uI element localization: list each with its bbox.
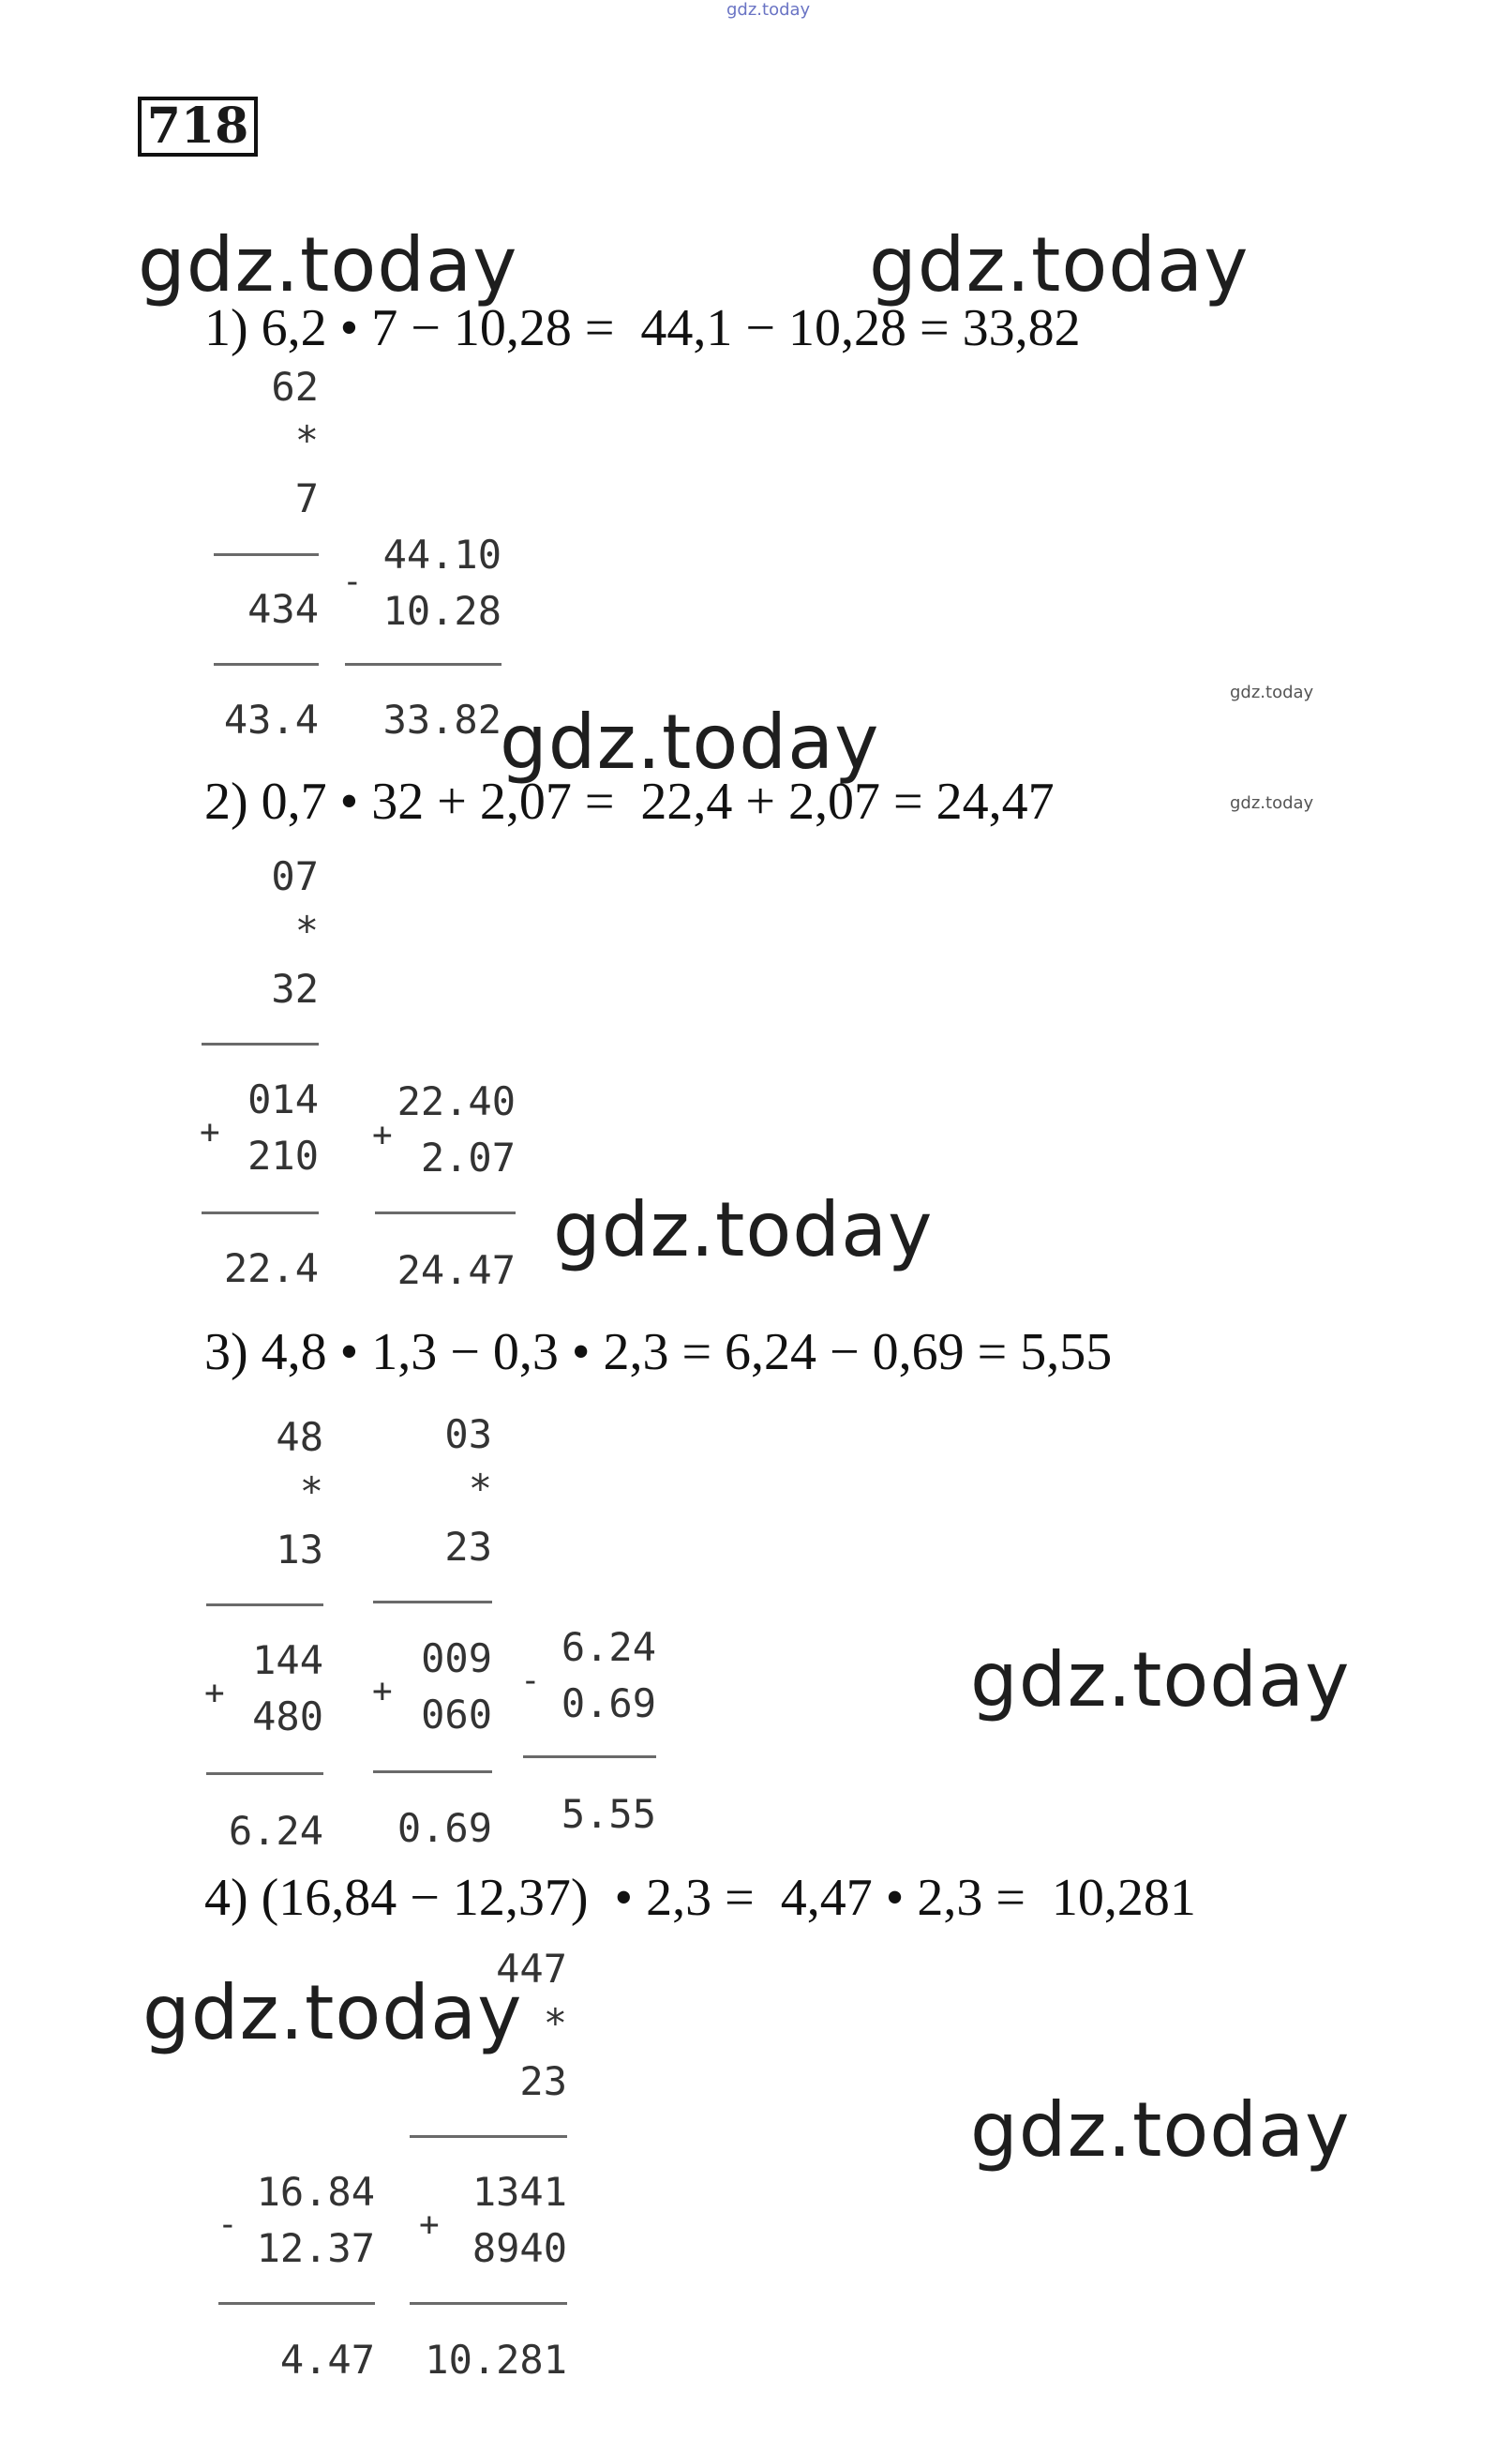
difference: 33.82 bbox=[382, 697, 502, 743]
operand: 62 bbox=[271, 364, 319, 410]
rule-line bbox=[410, 2135, 567, 2138]
equation-1: 1) 6,2 • 7 − 10,28 = 44,1 − 10,28 = 33,82 bbox=[204, 299, 1081, 357]
partial-product: 009 bbox=[421, 1635, 492, 1681]
rule-line bbox=[410, 2302, 567, 2305]
rule-line bbox=[218, 2302, 375, 2305]
partial-product: 014 bbox=[247, 1076, 319, 1122]
watermark: gdz.today bbox=[970, 1636, 1351, 1723]
rule-line bbox=[214, 663, 319, 666]
addend: 22.40 bbox=[397, 1078, 516, 1124]
operand: 13 bbox=[276, 1527, 323, 1573]
subtrahend: 0.69 bbox=[561, 1680, 656, 1726]
watermark: gdz.today bbox=[500, 699, 880, 786]
plus-sign: + bbox=[372, 1672, 393, 1710]
partial-product: 060 bbox=[421, 1692, 492, 1738]
rule-line bbox=[202, 1043, 319, 1046]
equation-2: 2) 0,7 • 32 + 2,07 = 22,4 + 2,07 = 24,47 bbox=[204, 773, 1055, 831]
minus-sign: - bbox=[520, 1662, 541, 1700]
equation-4: 4) (16,84 − 12,37) • 2,3 = 4,47 • 2,3 = 10,281 bbox=[204, 1869, 1196, 1927]
rule-line bbox=[373, 1770, 492, 1773]
operand: 7 bbox=[294, 475, 319, 521]
partial-product: 1341 bbox=[472, 2169, 567, 2215]
operand: 07 bbox=[271, 853, 319, 899]
task-number-box: 718 bbox=[138, 97, 258, 157]
difference: 4.47 bbox=[279, 2337, 375, 2383]
watermark: gdz.today bbox=[970, 2086, 1351, 2174]
minus-sign: - bbox=[342, 563, 363, 601]
rule-line bbox=[373, 1601, 492, 1603]
plus-sign: + bbox=[419, 2205, 440, 2244]
watermark-small: gdz.today bbox=[1230, 683, 1314, 702]
operator: * bbox=[299, 1468, 323, 1514]
partial-product: 210 bbox=[247, 1133, 319, 1179]
watermark: gdz.today bbox=[869, 221, 1250, 309]
watermark-small: gdz.today bbox=[1230, 793, 1314, 813]
plus-sign: + bbox=[200, 1113, 220, 1151]
partial-product: 434 bbox=[247, 586, 319, 632]
operand: 23 bbox=[444, 1524, 492, 1570]
operand: 447 bbox=[496, 1946, 567, 1992]
watermark-top: gdz.today bbox=[726, 0, 811, 20]
operand: 32 bbox=[271, 966, 319, 1012]
rule-line bbox=[206, 1603, 323, 1606]
rule-line bbox=[214, 553, 319, 556]
difference: 5.55 bbox=[561, 1791, 656, 1837]
minus-sign: - bbox=[217, 2205, 238, 2244]
rule-line bbox=[345, 663, 502, 666]
operator: * bbox=[294, 908, 319, 954]
minuend: 16.84 bbox=[256, 2169, 375, 2215]
operator: * bbox=[468, 1466, 492, 1512]
watermark: gdz.today bbox=[142, 1969, 523, 2056]
product: 10.281 bbox=[425, 2337, 567, 2383]
operand: 03 bbox=[444, 1411, 492, 1457]
operand: 48 bbox=[276, 1414, 323, 1460]
minuend: 44.10 bbox=[382, 532, 502, 578]
addend: 2.07 bbox=[420, 1135, 516, 1181]
product: 0.69 bbox=[397, 1805, 492, 1851]
operand: 23 bbox=[519, 2058, 567, 2104]
operator: * bbox=[294, 417, 319, 463]
partial-product: 144 bbox=[252, 1637, 323, 1683]
plus-sign: + bbox=[372, 1116, 393, 1154]
product: 43.4 bbox=[223, 697, 319, 743]
operator: * bbox=[543, 2000, 567, 2046]
watermark: gdz.today bbox=[138, 221, 518, 309]
rule-line bbox=[375, 1211, 516, 1214]
product: 22.4 bbox=[223, 1245, 319, 1291]
plus-sign: + bbox=[204, 1674, 225, 1712]
subtrahend: 10.28 bbox=[382, 588, 502, 634]
rule-line bbox=[202, 1211, 319, 1214]
rule-line bbox=[523, 1755, 656, 1758]
product: 6.24 bbox=[228, 1808, 323, 1854]
partial-product: 8940 bbox=[472, 2225, 567, 2271]
subtrahend: 12.37 bbox=[256, 2225, 375, 2271]
rule-line bbox=[206, 1772, 323, 1775]
partial-product: 480 bbox=[252, 1693, 323, 1739]
watermark: gdz.today bbox=[553, 1186, 934, 1273]
minuend: 6.24 bbox=[561, 1624, 656, 1670]
equation-3: 3) 4,8 • 1,3 − 0,3 • 2,3 = 6,24 − 0,69 = 5,55 bbox=[204, 1323, 1113, 1381]
sum: 24.47 bbox=[397, 1247, 516, 1293]
